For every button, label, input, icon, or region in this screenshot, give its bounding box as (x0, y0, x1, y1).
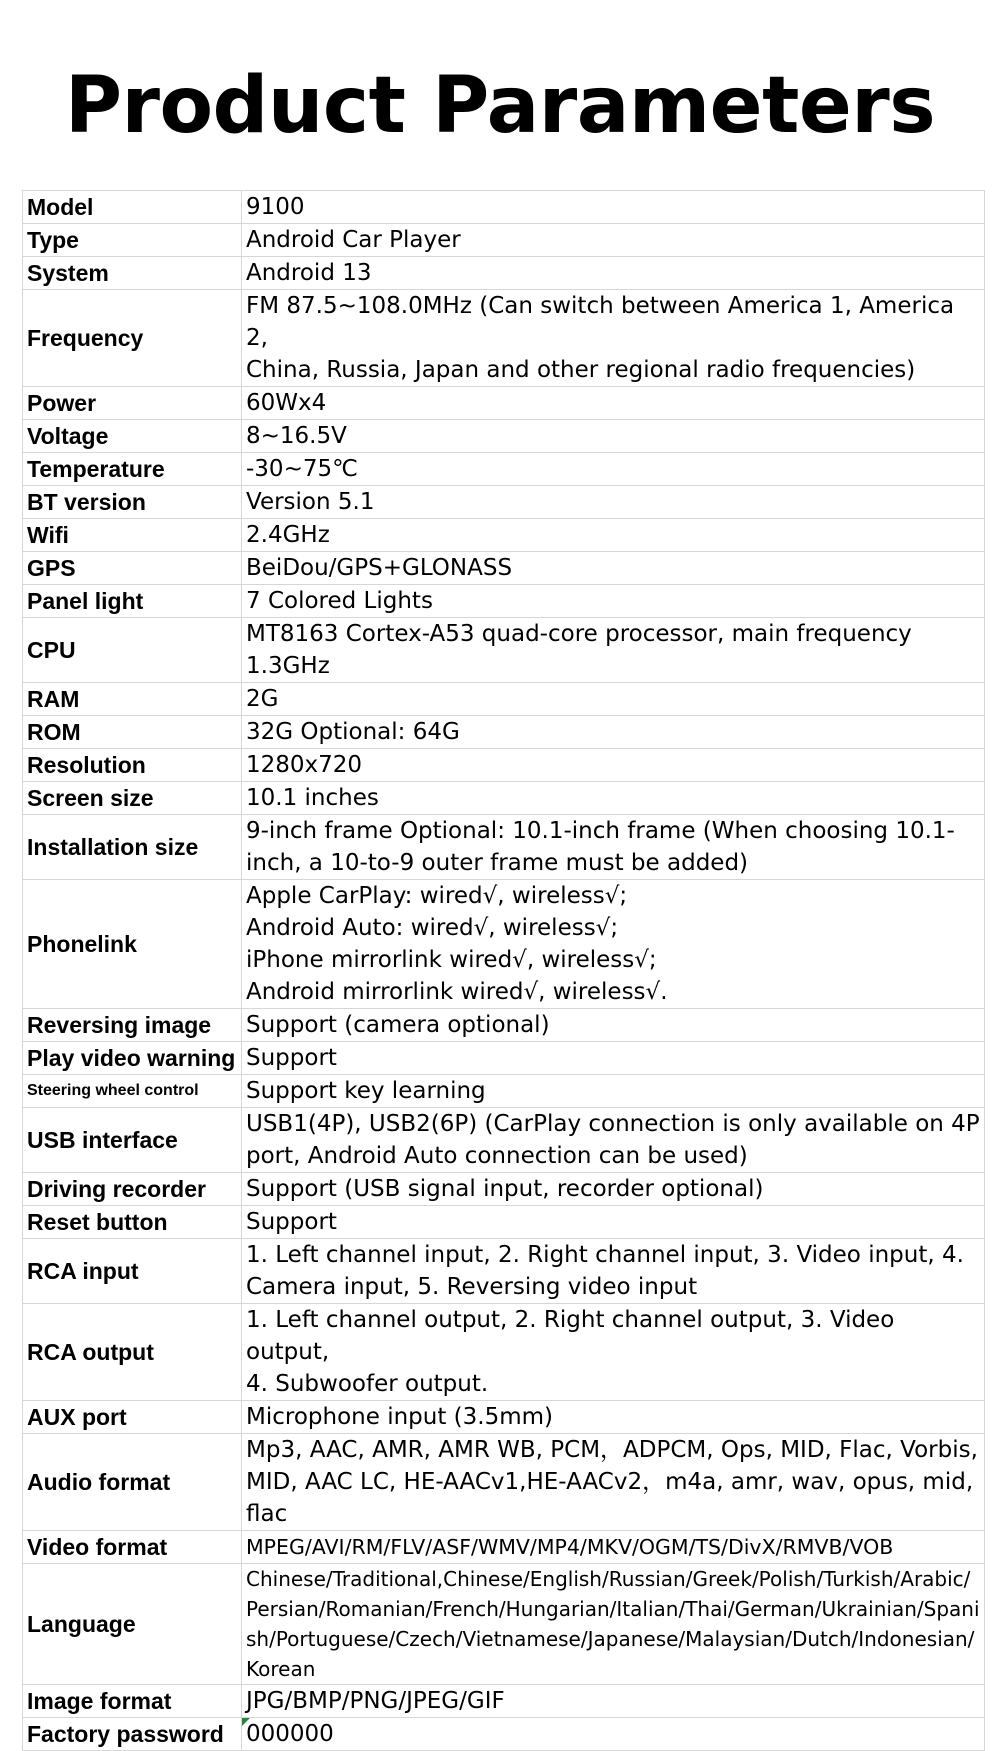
row-value: 32G Optional: 64G (242, 716, 985, 749)
row-value: BeiDou/GPS+GLONASS (242, 552, 985, 585)
row-label: Language (23, 1564, 242, 1685)
table-row (23, 1685, 985, 1718)
parameters-table (22, 190, 985, 1751)
row-label: Resolution (23, 749, 242, 782)
row-value (242, 1434, 985, 1531)
row-value: JPG/BMP/PNG/JPEG/GIF (242, 1685, 985, 1718)
table-row (23, 683, 985, 716)
row-label: GPS (23, 552, 242, 585)
row-label: AUX port (23, 1401, 242, 1434)
table-row (23, 1173, 985, 1206)
value-line: 1. Left channel input, 2. Right channel input, 3. Video input, 4. (246, 1242, 964, 1268)
value-line: Android mirrorlink wired√, wireless√. (246, 979, 668, 1005)
table-row (23, 1434, 985, 1531)
table-row (23, 1206, 985, 1239)
row-value (242, 815, 985, 880)
value-line: Camera input, 5. Reversing video input (246, 1274, 698, 1300)
row-label: Play video warning (23, 1042, 242, 1075)
value-line: Mp3, AAC, AMR, AMR WB, PCM，ADPCM, Ops, MID, Flac, Vorbis, (246, 1437, 978, 1463)
row-label: Audio format (23, 1434, 242, 1531)
row-label: Type (23, 224, 242, 257)
value-line: Apple CarPlay: wired√, wireless√; (246, 883, 628, 909)
table-row (23, 191, 985, 224)
table-row (23, 257, 985, 290)
value-line: FM 87.5~108.0MHz (Can switch between America 1, America 2, (246, 293, 955, 351)
row-label: Screen size (23, 782, 242, 815)
value-line: USB1(4P), USB2(6P) (CarPlay connection is only available on 4P (246, 1111, 980, 1137)
table-row (23, 585, 985, 618)
table-row (23, 387, 985, 420)
row-value: 60Wx4 (242, 387, 985, 420)
table-row (23, 519, 985, 552)
page-title: Product Parameters (64, 61, 936, 151)
row-value: Support (USB signal input, recorder optional) (242, 1173, 985, 1206)
row-label: Reset button (23, 1206, 242, 1239)
table-row (23, 290, 985, 387)
row-label: CPU (23, 618, 242, 683)
row-label: Reversing image (23, 1009, 242, 1042)
row-value: 8~16.5V (242, 420, 985, 453)
row-label: USB interface (23, 1108, 242, 1173)
row-label: System (23, 257, 242, 290)
row-value: -30~75℃ (242, 453, 985, 486)
table-row (23, 1009, 985, 1042)
row-label: Wifi (23, 519, 242, 552)
value-line: 9-inch frame Optional: 10.1-inch frame (When choosing 10.1- (246, 818, 955, 844)
table-row (23, 1718, 985, 1751)
row-value: Support (242, 1206, 985, 1239)
table-row (23, 1108, 985, 1173)
row-value: 2.4GHz (242, 519, 985, 552)
row-label: Driving recorder (23, 1173, 242, 1206)
row-label: RCA input (23, 1239, 242, 1304)
value-line: 1. Left channel output, 2. Right channel output, 3. Video output, (246, 1307, 895, 1365)
row-value: MPEG/AVI/RM/FLV/ASF/WMV/MP4/MKV/OGM/TS/DivX/RMVB/VOB (242, 1531, 985, 1564)
row-value: 2G (242, 683, 985, 716)
row-value (242, 1239, 985, 1304)
table-row (23, 1401, 985, 1434)
row-value (242, 880, 985, 1009)
row-value: 000000 (242, 1718, 985, 1751)
row-label: ROM (23, 716, 242, 749)
value-line: MID, AAC LC, HE-AACv1,HE-AACv2，m4a, amr, wav, opus, mid, (246, 1469, 974, 1495)
row-value: Android 13 (242, 257, 985, 290)
value-line: iPhone mirrorlink wired√, wireless√; (246, 947, 657, 973)
value-line: China, Russia, Japan and other regional radio frequencies) (246, 357, 916, 383)
row-label: BT version (23, 486, 242, 519)
row-label: Power (23, 387, 242, 420)
value-line: port, Android Auto connection can be used) (246, 1143, 748, 1169)
table-row (23, 420, 985, 453)
table-row (23, 224, 985, 257)
row-label: Video format (23, 1531, 242, 1564)
table-row (23, 1304, 985, 1401)
table-row (23, 552, 985, 585)
table-row (23, 815, 985, 880)
value-line: flac (246, 1501, 288, 1527)
row-value: 7 Colored Lights (242, 585, 985, 618)
row-value: Support (camera optional) (242, 1009, 985, 1042)
table-row (23, 1239, 985, 1304)
row-value: Microphone input (3.5mm) (242, 1401, 985, 1434)
row-label: Image format (23, 1685, 242, 1718)
table-row (23, 749, 985, 782)
row-value: Android Car Player (242, 224, 985, 257)
value-line: 4. Subwoofer output. (246, 1371, 489, 1397)
value-line: Android Auto: wired√, wireless√; (246, 915, 619, 941)
row-label: Factory password (23, 1718, 242, 1751)
table-row (23, 880, 985, 1009)
row-label: Temperature (23, 453, 242, 486)
row-value (242, 1108, 985, 1173)
table-row (23, 1564, 985, 1685)
table-row (23, 782, 985, 815)
row-label: Installation size (23, 815, 242, 880)
row-value: Support (242, 1042, 985, 1075)
row-value (242, 1304, 985, 1401)
row-label: Panel light (23, 585, 242, 618)
row-value: MT8163 Cortex-A53 quad-core processor, main frequency 1.3GHz (242, 618, 985, 683)
row-label: Voltage (23, 420, 242, 453)
row-value: 1280x720 (242, 749, 985, 782)
row-label: Model (23, 191, 242, 224)
table-row (23, 1042, 985, 1075)
row-label: RAM (23, 683, 242, 716)
table-row (23, 486, 985, 519)
row-value: 10.1 inches (242, 782, 985, 815)
row-value: Chinese/Traditional,Chinese/English/Russian/Greek/Polish/Turkish/Arabic/Persian/Romanian/French/Hungarian/Italian/Thai/German/Ukrainian/Spanish/Portuguese/Czech/Vietnamese/Japanese/Malaysian/Dutch/Indonesian/Korean (242, 1564, 985, 1685)
table-row (23, 453, 985, 486)
value-line: inch, a 10-to-9 outer frame must be added) (246, 850, 749, 876)
row-label: Frequency (23, 290, 242, 387)
row-label: Steering wheel control (23, 1075, 242, 1108)
table-row (23, 1075, 985, 1108)
table-row (23, 716, 985, 749)
table-row (23, 1531, 985, 1564)
row-label: Phonelink (23, 880, 242, 1009)
row-label: RCA output (23, 1304, 242, 1401)
row-value: Version 5.1 (242, 486, 985, 519)
table-row (23, 618, 985, 683)
row-value: Support key learning (242, 1075, 985, 1108)
row-value (242, 290, 985, 387)
row-value: 9100 (242, 191, 985, 224)
